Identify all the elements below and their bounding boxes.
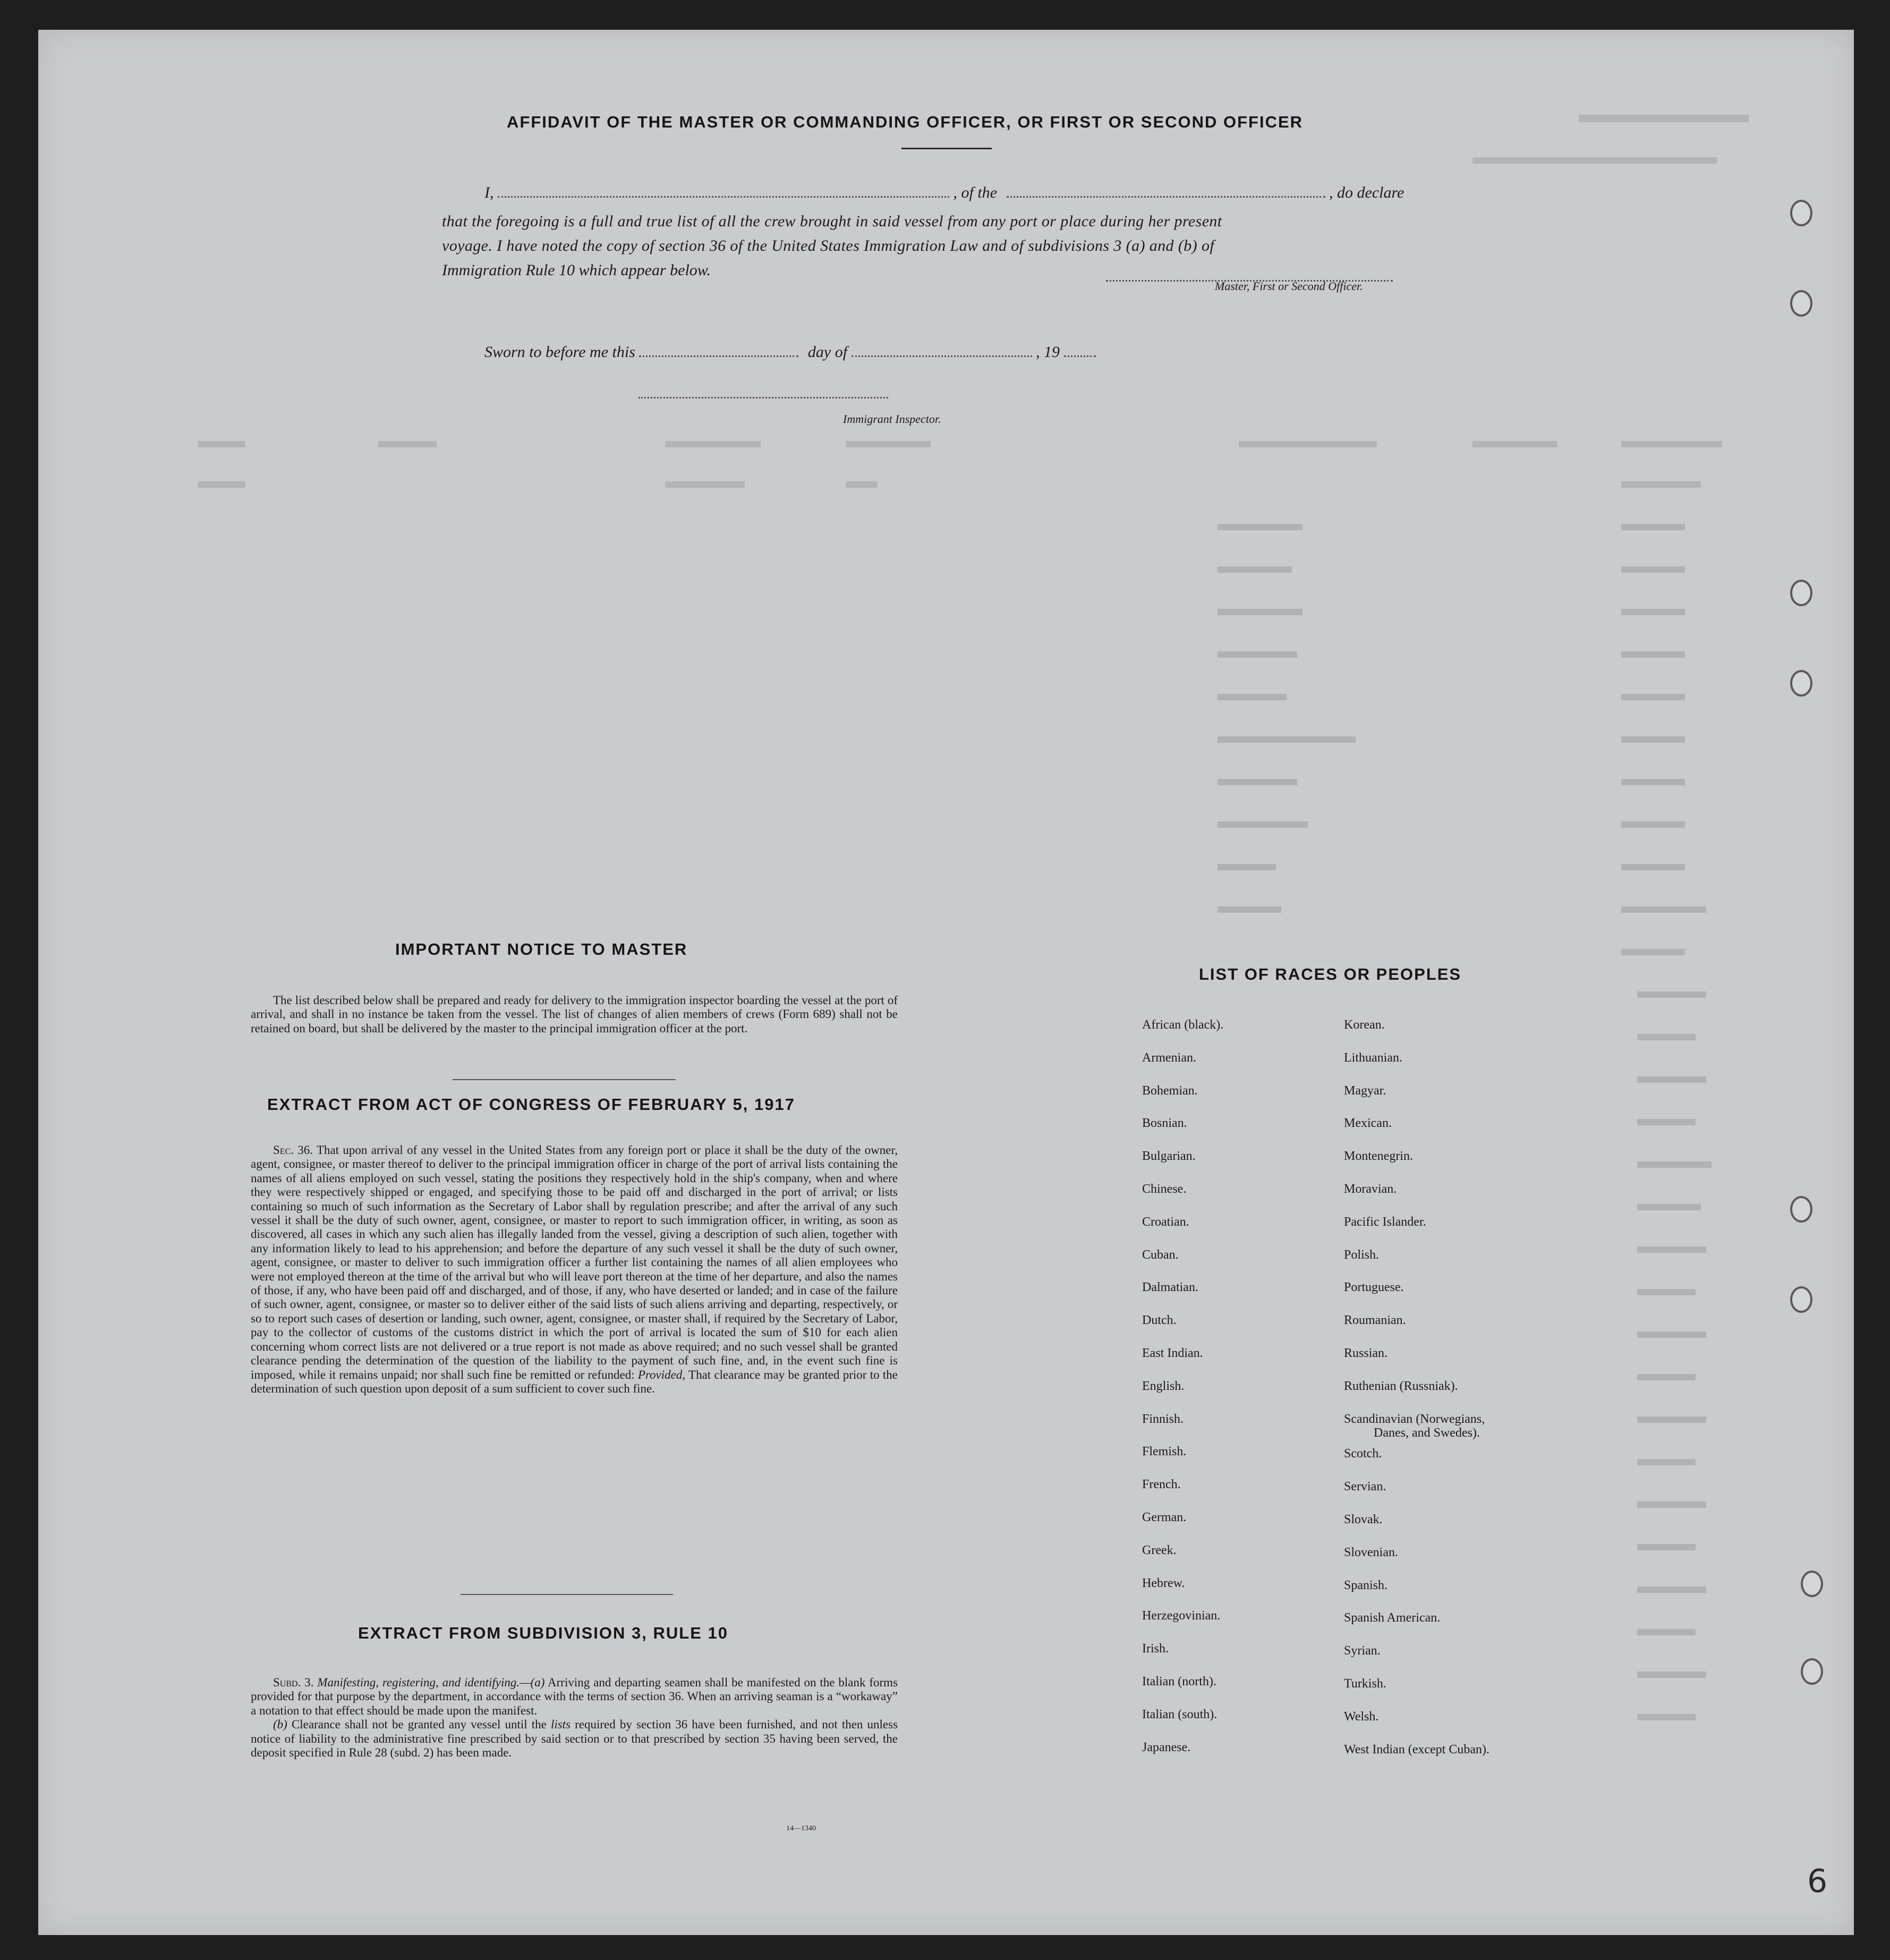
race-item: Spanish. [1344, 1579, 1388, 1592]
proviso-label: Provided, [637, 1368, 686, 1381]
race-item-continuation: Danes, and Swedes). [1374, 1426, 1480, 1440]
handwritten-page-mark: 6 [1807, 1863, 1828, 1900]
sworn-year-field[interactable] [1064, 355, 1096, 357]
race-item: Bulgarian. [1142, 1149, 1196, 1163]
race-item: Herzegovinian. [1142, 1609, 1221, 1623]
subd-a-text: Arriving and departing seamen shall be manifested on the blank forms provided for that purpose by the department, in accordance with the terms of section 36. When an arriving seaman is a “workaway” a notation to that effect should be made upon the manifest. [251, 1676, 898, 1717]
master-signature-caption: Master, First or Second Officer. [1215, 279, 1363, 293]
subd-3-heading: Manifesting, registering, and identifying. [317, 1676, 520, 1689]
punch-hole [1790, 670, 1812, 697]
affidavit-title-rule [901, 148, 992, 149]
race-item: Chinese. [1142, 1182, 1187, 1196]
race-item: Roumanian. [1344, 1313, 1406, 1327]
punch-hole [1801, 1571, 1823, 1597]
race-item: Korean. [1344, 1018, 1385, 1032]
notice-paragraph: The list described below shall be prepared and ready for delivery to the immigration inspector boarding the vessel at the port of arrival, and shall in no instance be taken from the vessel. The list of changes of alien members of crews (Form 689) shall not be retained on board, but shall be delivered by the master to the principal immigration officer at the port. [251, 994, 898, 1035]
race-item: Armenian. [1142, 1051, 1196, 1065]
race-item: French. [1142, 1478, 1181, 1491]
race-item: Bosnian. [1142, 1116, 1187, 1130]
race-item: Magyar. [1344, 1084, 1386, 1098]
race-item: Mexican. [1344, 1116, 1392, 1130]
race-item: German. [1142, 1511, 1187, 1524]
declarant-line [463, 184, 1404, 202]
race-item: Hebrew. [1142, 1576, 1185, 1590]
sec-36-text: That upon arrival of any vessel in the United States from any foreign port or place it shall be the duty of the owner, agent, consignee, or master thereof to deliver to the principal immigration officer in charge of the port of arrival lists containing the names of all aliens employed on such vessel, stating the positions they respectively hold in the ship's company, when and where they were respectively shipped or engaged, and specifying those to be paid off and discharged in the port of arrival; or lists containing so much of such information as the Secretary of Labor shall by regulation prescribe; and after the arrival of any such vessel it shall be the duty of such owner, agent, consignee, or master to report to such immigration officer, in writing, as soon as discovered, all cases in which any such alien has illegally landed from the vessel, giving a description of such alien, together with any information likely to lead to his apprehension; and before the departure of any such vessel it shall be the duty of such owner, agent, consignee, or master to deliver to such immigration officer a further list containing the names of all alien employees who were not employed thereon at the time of the arrival but who will leave port thereon at the time of her departure, and also the names of those, if any, who have been paid off and discharged, and of those, if any, who have deserted or landed; and in case of the failure of such owner, agent, consignee, or master so to deliver either of the said lists of such aliens arriving and departing, respectively, or so to report such cases of desertion or landing, such owner, agent, consignee, or master shall, if required by the Secretary of Labor, pay to the collector of customs of the customs district in which the port of arrival is located the sum of $10 for each alien concerning whom correct lists are not delivered or a true report is not made as above required; and no such vessel shall be granted clearance pending the determination of the question of the liability to the payment of such fine, and, in the event such fine is imposed, while it remains unpaid; nor shall such fine be remitted or refunded: [251, 1143, 898, 1381]
race-item: Bohemian. [1142, 1084, 1198, 1098]
subd-b-lists: lists [550, 1718, 571, 1732]
declarant-name-field[interactable] [498, 196, 949, 198]
races-right-column [1344, 1018, 1620, 1794]
rule-extract-text [251, 1676, 898, 1760]
inspector-signature-field[interactable] [638, 396, 888, 398]
race-item: Irish. [1142, 1642, 1169, 1656]
notice-title: IMPORTANT NOTICE TO MASTER [395, 940, 688, 958]
notice-divider [453, 1079, 676, 1080]
act-extract-text [251, 1143, 898, 1396]
race-item: Portuguese. [1344, 1280, 1404, 1294]
race-item: Welsh. [1344, 1710, 1379, 1724]
sworn-month-field[interactable] [852, 355, 1032, 357]
race-item: Pacific Islander. [1344, 1215, 1426, 1229]
race-item: Dalmatian. [1142, 1280, 1198, 1294]
race-item: Japanese. [1142, 1741, 1191, 1754]
race-item: Flemish. [1142, 1445, 1187, 1458]
sec-36-label: Sec. 36. [273, 1143, 313, 1157]
vessel-name-field[interactable] [1007, 196, 1325, 198]
punch-hole [1801, 1658, 1823, 1685]
races-left-column [1142, 1018, 1333, 1794]
subd-b-label: (b) [273, 1718, 287, 1732]
punch-hole [1790, 290, 1812, 317]
do-declare-label: , do declare [1329, 184, 1404, 201]
year-label: , 19 [1036, 343, 1060, 361]
subd-b-text-1: Clearance shall not be granted any vessel until the [291, 1718, 547, 1732]
race-item: Russian. [1344, 1346, 1388, 1360]
document-page [38, 30, 1854, 1935]
sworn-line [484, 343, 1096, 361]
race-item: Cuban. [1142, 1248, 1179, 1262]
notice-text [251, 994, 898, 1036]
day-of-label: day of [807, 343, 848, 361]
race-item: Lithuanian. [1344, 1051, 1402, 1065]
race-item: Servian. [1344, 1480, 1386, 1494]
punch-hole [1790, 580, 1812, 606]
race-item: Slovak. [1344, 1513, 1383, 1526]
race-item: Moravian. [1344, 1182, 1397, 1196]
subd-3-label: Subd. 3. [273, 1676, 314, 1689]
race-item: Greek. [1142, 1543, 1177, 1557]
i-label: I, [484, 184, 494, 201]
sworn-label: Sworn to before me this [484, 343, 635, 361]
race-item: African (black). [1142, 1018, 1224, 1032]
race-item: Spanish American. [1344, 1611, 1441, 1625]
race-item: Montenegrin. [1344, 1149, 1413, 1163]
race-item: Finnish. [1142, 1412, 1184, 1426]
sworn-day-field[interactable] [639, 355, 798, 357]
race-item: East Indian. [1142, 1346, 1203, 1360]
punch-hole [1790, 1196, 1812, 1223]
affidavit-body-line-1: that the foregoing is a full and true list of all the crew brought in said vessel from any port or place during her present [442, 213, 1222, 230]
race-item: Polish. [1344, 1248, 1380, 1262]
punch-hole [1790, 1286, 1812, 1313]
race-item: Croatian. [1142, 1215, 1189, 1229]
race-item: Italian (south). [1142, 1708, 1218, 1721]
punch-hole [1790, 200, 1812, 226]
race-item: English. [1142, 1379, 1185, 1393]
of-the-label: , of the [953, 184, 997, 201]
race-item: Turkish. [1344, 1677, 1386, 1691]
race-item: West Indian (except Cuban). [1344, 1743, 1489, 1757]
race-item: Dutch. [1142, 1313, 1177, 1327]
races-title: LIST OF RACES OR PEOPLES [1199, 965, 1462, 983]
affidavit-body-line-2: voyage. I have noted the copy of section 36 of the United States Immigration Law and of subdivisions 3 (a) and (b) of [442, 237, 1215, 254]
act-extract-title: EXTRACT FROM ACT OF CONGRESS OF FEBRUARY 5, 1917 [267, 1095, 795, 1114]
subd-a-label: —(a) [520, 1676, 545, 1689]
race-item: Scotch. [1344, 1447, 1382, 1461]
inspector-caption: Immigrant Inspector. [843, 412, 941, 426]
race-item: Scandinavian (Norwegians, [1344, 1412, 1485, 1426]
subd-b-text-2: required by section 36 have been furnished, and not then unless notice of liability to the administrative fine prescribed by said section or to that prescribed by section 35 having been served, the deposit specified in Rule 28 (subd. 2) has been made. [251, 1718, 898, 1760]
race-item: Ruthenian (Russniak). [1344, 1379, 1458, 1393]
act-divider [461, 1594, 673, 1595]
race-item: Slovenian. [1344, 1546, 1398, 1559]
rule-extract-title: EXTRACT FROM SUBDIVISION 3, RULE 10 [358, 1624, 728, 1642]
race-item: Italian (north). [1142, 1675, 1216, 1689]
affidavit-body-line-3: Immigration Rule 10 which appear below. [442, 261, 711, 279]
race-item: Syrian. [1344, 1644, 1381, 1658]
sec-36-text-end: That clearance may be granted prior to the determination of such question upon deposit of a sum sufficient to cover such fine. [251, 1368, 898, 1395]
affidavit-title: AFFIDAVIT OF THE MASTER OR COMMANDING OFFICER, OR FIRST OR SECOND OFFICER [507, 113, 1304, 131]
form-number: 14—1340 [786, 1825, 816, 1832]
